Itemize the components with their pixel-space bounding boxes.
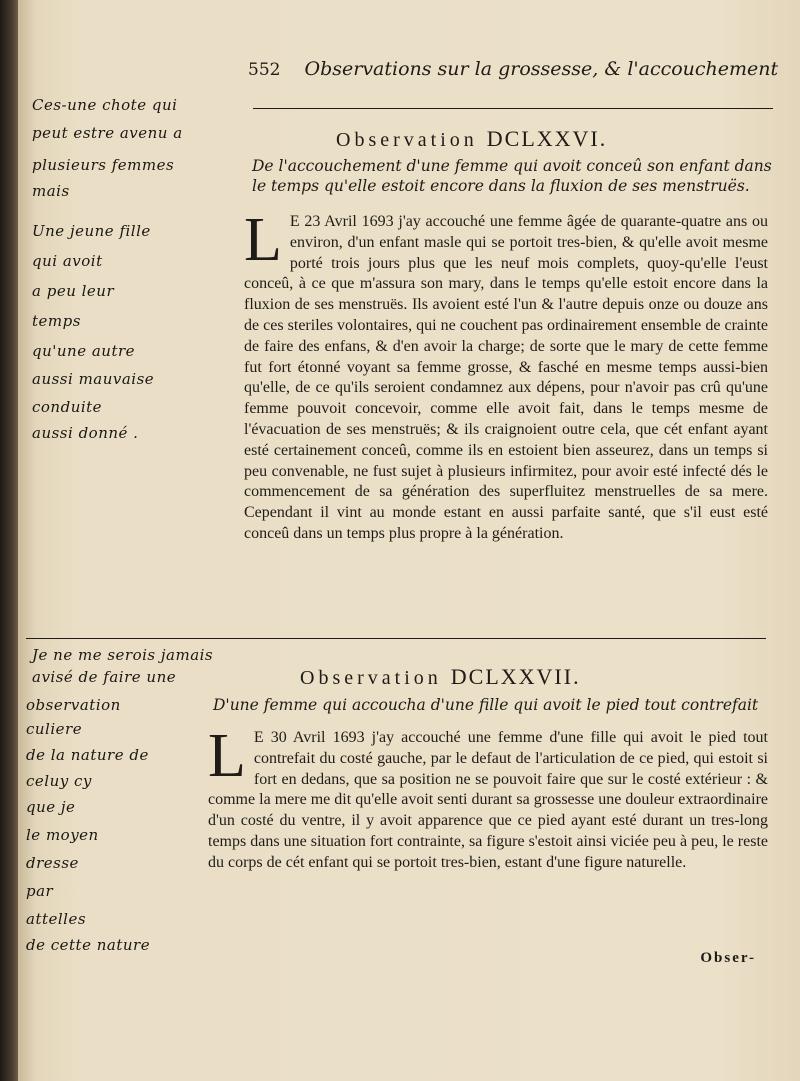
book-page	[18, 0, 800, 1081]
drop-cap: L	[208, 722, 246, 790]
handwritten-note: plusieurs femmes	[32, 156, 175, 174]
handwritten-note: qu'une autre	[32, 342, 136, 360]
handwritten-note: celuy cy	[26, 772, 92, 790]
handwritten-note: aussi donné .	[32, 424, 139, 442]
page-number: 552	[248, 60, 281, 80]
handwritten-note: Une jeune fille	[32, 222, 151, 240]
book-binding	[0, 0, 18, 1081]
observation-label: Observation	[336, 129, 478, 151]
handwritten-note: avisé de faire une	[32, 668, 177, 686]
handwritten-note: Je ne me serois jamais	[32, 646, 214, 664]
handwritten-note: le moyen	[26, 826, 99, 844]
section-rule	[253, 108, 773, 109]
section-rule	[26, 638, 766, 639]
drop-cap: L	[244, 206, 282, 274]
handwritten-note: dresse	[26, 854, 79, 872]
handwritten-note: observation	[26, 696, 121, 714]
handwritten-note: Ces-une chote qui	[32, 96, 178, 114]
handwritten-note: de la nature de	[26, 746, 149, 764]
observation-body	[208, 722, 768, 874]
handwritten-note: qui avoit	[32, 252, 103, 270]
handwritten-note: mais	[32, 182, 70, 200]
observation-heading	[300, 664, 581, 690]
handwritten-note: de cette nature	[26, 936, 151, 954]
observation-label: Observation	[300, 667, 442, 689]
handwritten-note: temps	[32, 312, 81, 330]
running-header	[248, 58, 778, 80]
handwritten-note: conduite	[32, 398, 103, 416]
handwritten-note: attelles	[26, 910, 87, 928]
observation-number: DCLXXVI.	[486, 126, 608, 151]
observation-text: E 30 Avril 1693 j'ay accouché une femme d'une fille qui avoit le pied tout contrefait du costé gauche, par le defaut de l'articulation de ce pied, qui estoit si fort en dedans, que sa position ne se pouvoit faire que sur le costé extérieur : & comme la mere me dit qu'elle avoit senti durant sa grossesse une douleur extraordinaire d'un costé du ventre, il y avoit apparence que ce pied ayant esté durant un tres-long temps dans une situation fort contrainte, sa figure s'estoit ainsi viciée peu à peu, le reste du corps de cét enfant qui se portoit tres-bien, estant d'une figure naturelle.	[208, 729, 768, 871]
running-title: Observations sur la grossesse, & l'accouchement	[304, 58, 779, 80]
observation-body	[244, 206, 768, 545]
handwritten-note: culiere	[26, 720, 83, 738]
handwritten-note: que je	[26, 798, 76, 816]
observation-number: DCLXXVII.	[450, 664, 581, 689]
handwritten-note: par	[26, 882, 54, 900]
observation-heading	[336, 126, 607, 152]
handwritten-note: peut estre avenu a	[32, 124, 183, 142]
catchword: Obser-	[700, 950, 756, 966]
handwritten-note: aussi mauvaise	[32, 370, 155, 388]
handwritten-note: a peu leur	[32, 282, 115, 300]
observation-subtitle: De l'accouchement d'une femme qui avoit conceû son enfant dans le temps qu'elle estoit encore dans la fluxion de ses menstruës.	[252, 157, 772, 195]
observation-text: E 23 Avril 1693 j'ay accouché une femme âgée de quarante-quatre ans ou environ, d'un enfant masle qui se portoit tres-bien, & qu'elle avoit mesme porté trois jours plus que les neuf mois complets, quoy-qu'elle l'eust conceû, à ce que m'assura son mary, dans le temps qu'elle estoit encore dans la fluxion de ses menstruës. Ils avoient esté l'un & l'autre depuis onze ou douze ans de ces steriles volontaires, qui ne couchent pas ordinairement ensemble de crainte de faire des enfans, & d'en avoir la charge; de sorte que le mary de cette femme fut fort étonné voyant sa femme grosse, & fasché en mesme temps aussi-bien qu'elle, de ce qu'ils seroient condamnez aux dépens, pour n'avoir pas crû qu'une femme pouvoit concevoir, comme elle avoit fait, dans le temps mesme de l'évacuation de ses menstruës; & ils craignoient outre cela, que cét enfant ayant esté certainement conceû, comme ils en estoient bien asseurez, dans un temps si peu convenable, ne fust sujet à plusieurs infirmitez, pour avoir esté infecté dés le commencement de sa génération des superfluitez menstruelles de sa mere. Cependant il vint au monde estant en aussi parfaite santé, que s'il eust esté conceû dans un temps plus propre à la génération.	[244, 213, 768, 542]
observation-subtitle: D'une femme qui accoucha d'une fille qui avoit le pied tout contrefait	[213, 696, 759, 714]
